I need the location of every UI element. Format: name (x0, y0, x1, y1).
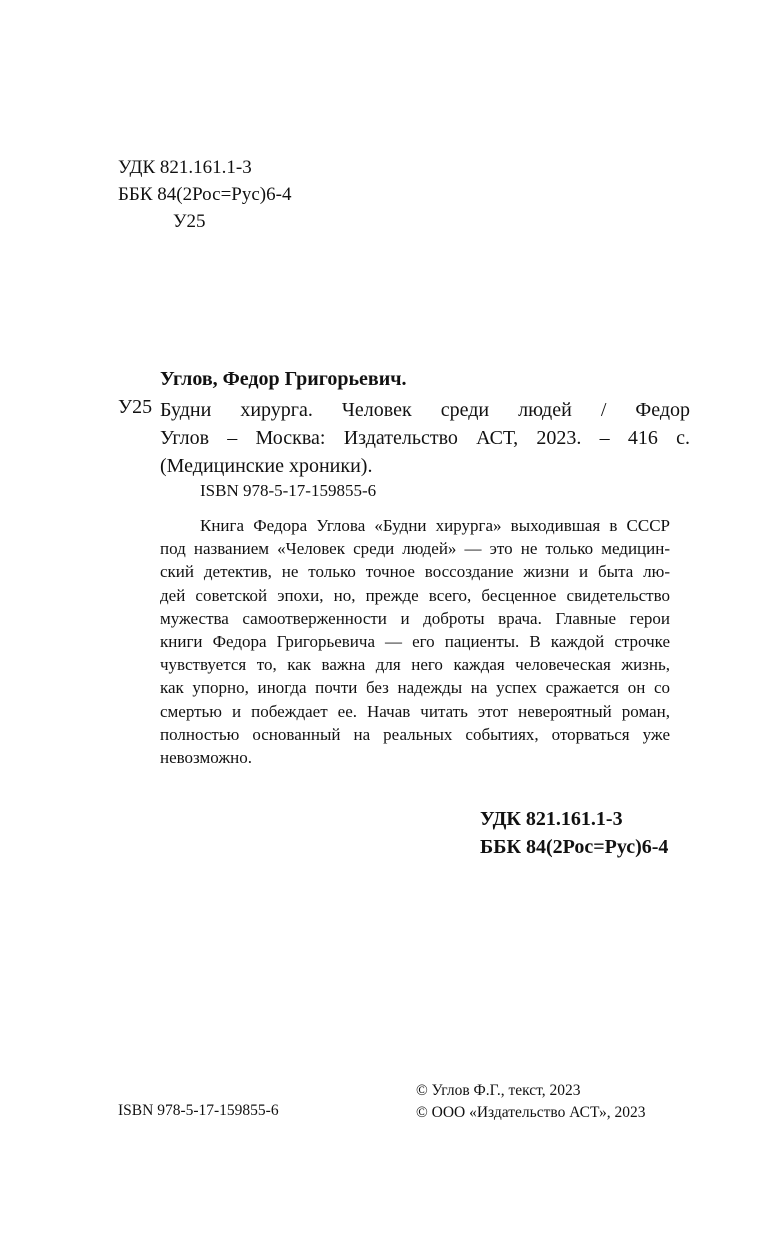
biblio-line: (Медицинские хроники). (160, 455, 373, 477)
annotation (160, 514, 670, 769)
annotation-line: ский детектив, не только точное воссоздание жизни и быта лю- (160, 562, 670, 582)
annotation-line: как упорно, иногда почти без надежды на успех сражается он со (160, 678, 670, 698)
record-isbn: ISBN 978-5-17-159855-6 (200, 481, 377, 500)
top-classification-codes (118, 154, 291, 235)
copyright-text: © Углов Ф.Г., текст, 2023 (416, 1082, 581, 1099)
record-author-mark: У25 (118, 396, 153, 418)
copyright-block (416, 1080, 646, 1124)
author-mark: У25 (173, 211, 206, 232)
footer-isbn: ISBN 978-5-17-159855-6 (118, 1102, 279, 1119)
annotation-line: Книга Федора Углова «Будни хирурга» выходившая в СССР (200, 516, 670, 535)
bbk-code: ББК 84(2Рос=Рус)6-4 (118, 184, 292, 205)
annotation-line: полностью основанный на реальных событиях, оторваться уже (160, 724, 670, 744)
annotation-line: книги Федора Григорьевича — его пациенты. В каждой строчке (160, 632, 670, 652)
udk-code: УДК 821.161.1-3 (118, 157, 252, 178)
biblio-line: Углов – Москва: Издательство АСТ, 2023. – 416 с. (160, 427, 690, 449)
author-heading: Углов, Федор Григорьевич. (160, 368, 407, 390)
annotation-line: смертью и побеждает ее. Начав читать этот невероятный роман, (160, 701, 670, 721)
annotation-line: под названием «Человек среди людей» — это не только медицин- (160, 539, 670, 559)
bottom-classification-codes (480, 805, 668, 861)
annotation-line: чувствуется то, как важна для него каждая человеческая жизнь, (160, 655, 670, 675)
bottom-udk-code: УДК 821.161.1-3 (480, 808, 623, 830)
annotation-line: невозможно. (160, 748, 252, 768)
annotation-line: дей советской эпохи, но, прежде всего, бесценное свидетельство (160, 585, 670, 605)
bottom-bbk-code: ББК 84(2Рос=Рус)6-4 (480, 836, 669, 858)
bibliographic-description (160, 396, 690, 480)
copyright-publisher: © ООО «Издательство АСТ», 2023 (416, 1104, 646, 1121)
annotation-line: мужества самоотверженности и доброты врача. Главные герои (160, 608, 670, 628)
biblio-line: Будни хирурга. Человек среди людей / Федор (160, 399, 690, 421)
